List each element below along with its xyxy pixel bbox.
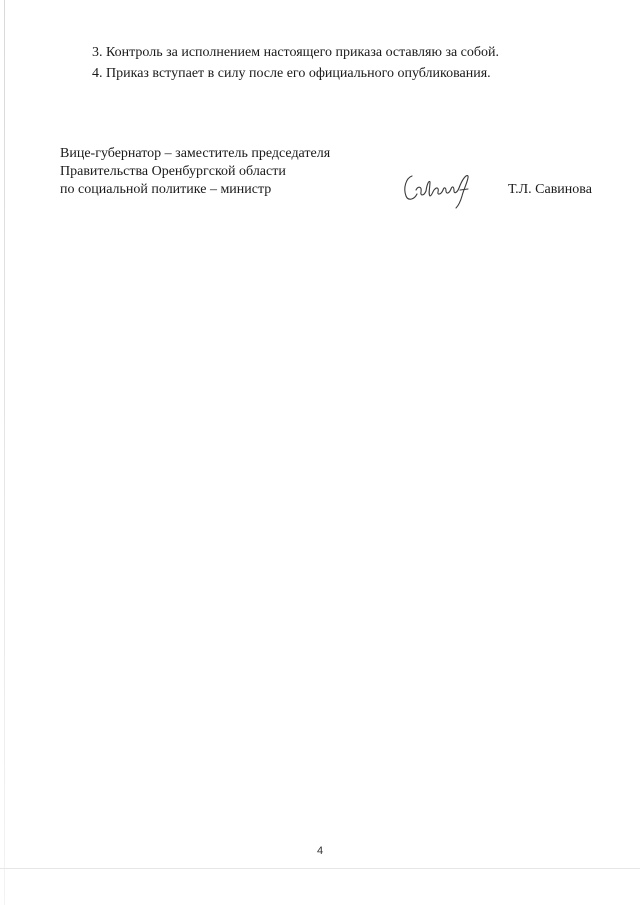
order-item-3: 3. Контроль за исполнением настоящего приказа оставляю за собой. — [92, 45, 500, 60]
signer-title-line-2: Правительства Оренбургской области — [60, 164, 286, 179]
signer-title-line-1: Вице-губернатор – заместитель председателя — [60, 146, 331, 161]
signer-name: Т.Л. Савинова — [508, 182, 592, 197]
scan-edge — [4, 0, 5, 905]
handwritten-signature-icon — [400, 166, 480, 210]
order-item-4: 4. Приказ вступает в силу после его официального опубликования. — [92, 66, 491, 81]
signer-title-line-3: по социальной политике – министр — [60, 182, 272, 197]
page-number: 4 — [316, 845, 324, 857]
bottom-divider — [0, 868, 640, 869]
